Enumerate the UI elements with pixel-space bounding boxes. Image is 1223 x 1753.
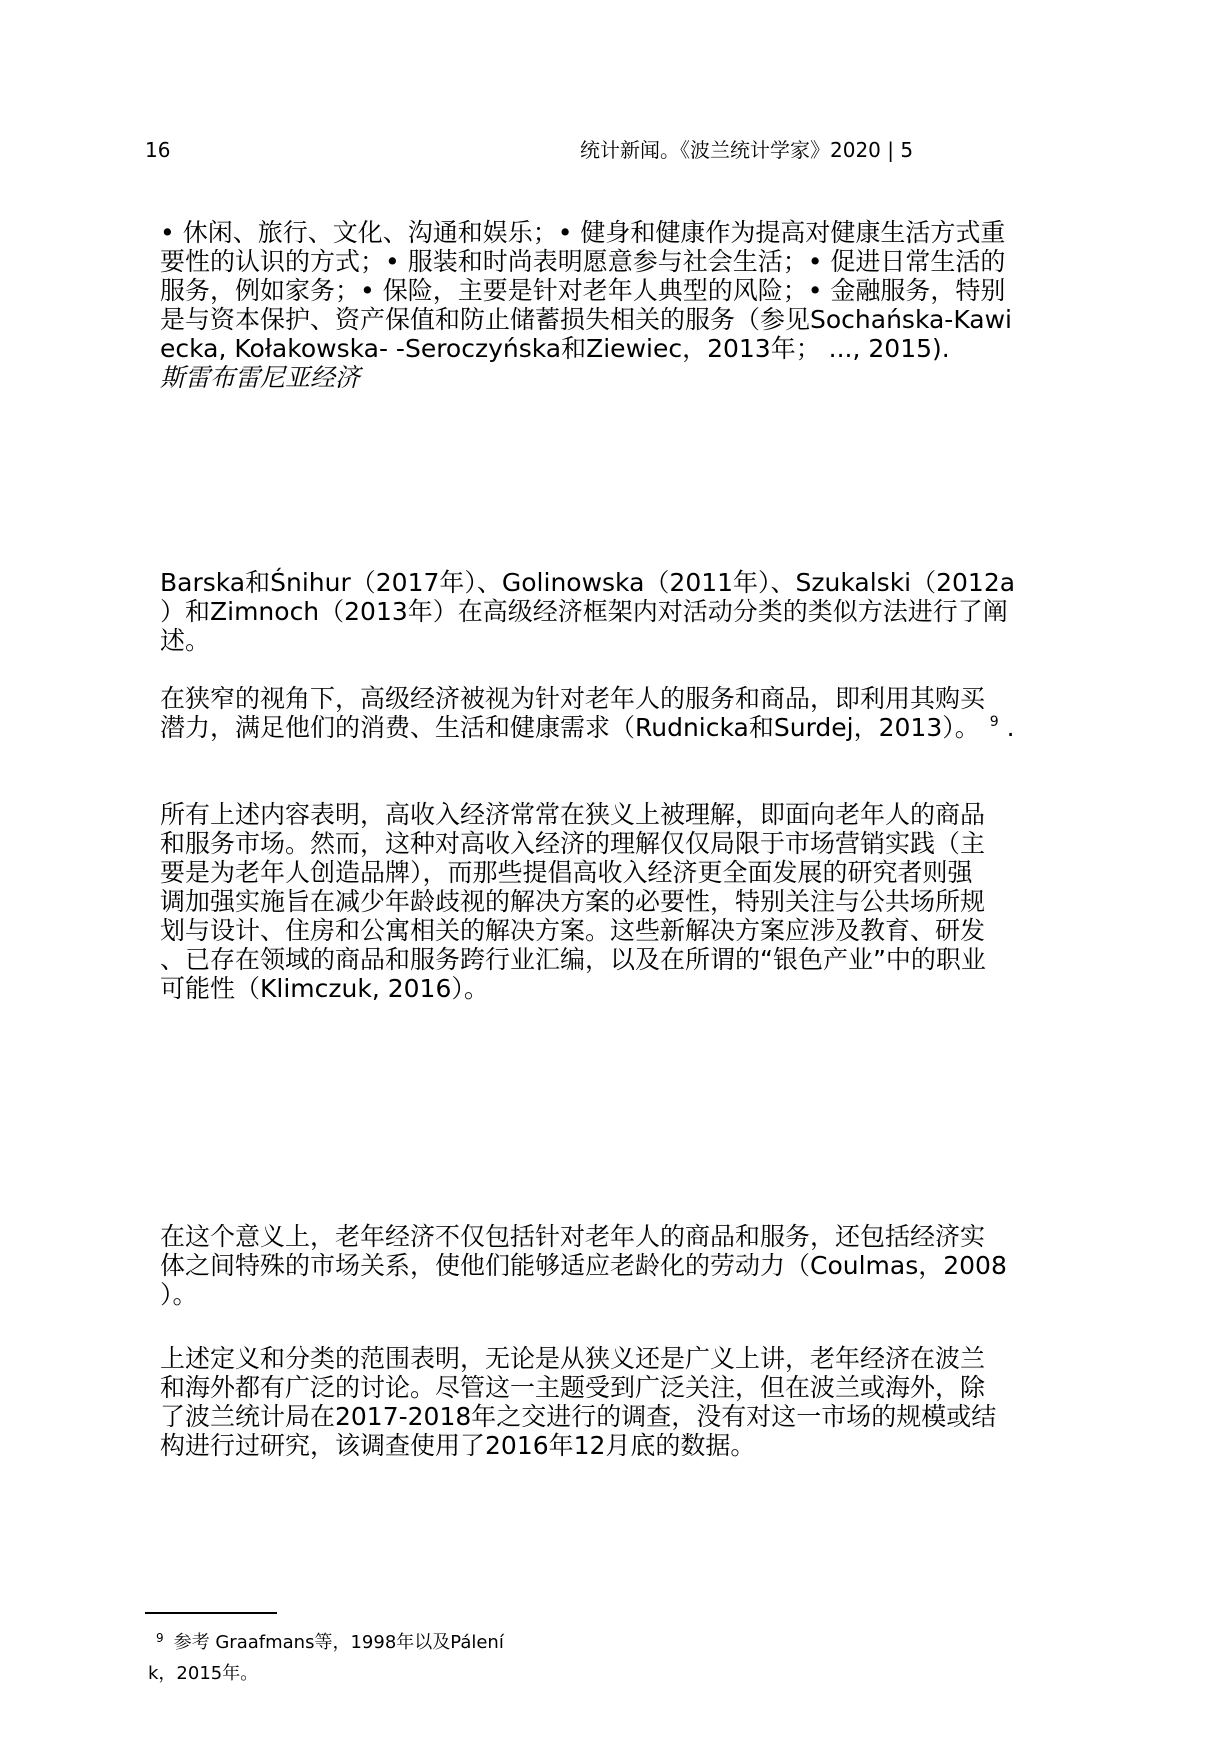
text-line: 和海外都有广泛的讨论。尽管这一主题受到广泛关注，但在波兰或海外，除 [160, 1373, 986, 1402]
section-heading: 斯雷布雷尼亚经济 [160, 363, 361, 392]
paragraph-consumer-needs [160, 218, 1080, 392]
text-line: 述。 [160, 626, 211, 655]
text-line: 划与设计、住房和公寓相关的解决方案。这些新解决方案应涉及教育、研发 [160, 916, 986, 945]
text-line: 服务，例如家务；• 保险，主要是针对老年人典型的风险；• 金融服务，特别 [160, 276, 1006, 305]
text-line: ecka, Kołakowska- -Seroczyńska和Ziewiec，2013年； ..., 2015). [160, 334, 950, 363]
paragraph-scope [160, 1344, 1080, 1460]
text-line: 要性的认识的方式；• 服装和时尚表明愿意参与社会生活；• 促进日常生活的 [160, 247, 1006, 276]
text-line: Barska和Śnihur（2017年）、Golinowska（2011年）、Szukalski（2012a [160, 568, 1016, 597]
footnote-text: 参考 Graafmans等，1998年以及Pálení [173, 1632, 504, 1653]
footnote-mark: 9 [156, 1631, 164, 1645]
page-number: 16 [145, 138, 171, 162]
text-line: • 休闲、旅行、文化、沟通和娱乐；• 健身和健康作为提高对健康生活方式重 [160, 218, 1006, 247]
text-line: 所有上述内容表明，高收入经济常常在狭义上被理解，即面向老年人的商品 [160, 800, 986, 829]
running-header: 统计新闻。《波兰统计学家》2020 | 5 [580, 138, 914, 162]
text-line: 在这个意义上，老年经济不仅包括针对老年人的商品和服务，还包括经济实 [160, 1222, 986, 1251]
text-line: 了波兰统计局在2017-2018年之交进行的调查，没有对这一市场的规模或结 [160, 1402, 997, 1431]
footnote-line: k，2015年。 [148, 1663, 259, 1684]
paragraph-narrow-view [160, 684, 1080, 747]
footnote-reference: 9 [989, 714, 999, 730]
text-line: ）。 [160, 1280, 198, 1309]
paragraph-market-relations [160, 1222, 1080, 1309]
paragraph-classification [160, 568, 1080, 655]
text-line [160, 713, 1080, 747]
text-line: 要是为老年人创造品牌），而那些提倡高收入经济更全面发展的研究者则强 [160, 858, 973, 887]
trailing-period: . [1006, 713, 1015, 742]
text-line: ）和Zimnoch（2013年）在高级经济框架内对活动分类的类似方法进行了阐 [160, 597, 1008, 626]
footnote-line [156, 1628, 504, 1659]
paragraph-market-understanding [160, 800, 1080, 1003]
text-line: 在狭窄的视角下，高级经济被视为针对老年人的服务和商品，即利用其购买 [160, 684, 986, 713]
text-line: 、已存在领域的商品和服务跨行业汇编，以及在所谓的“银色产业”中的职业 [160, 945, 986, 974]
text-line: 是与资本保护、资产保值和防止储蓄损失相关的服务（参见Sochańska-Kawi [160, 305, 1012, 334]
text-line: 调加强实施旨在减少年龄歧视的解决方案的必要性，特别关注与公共场所规 [160, 887, 986, 916]
text-line: 构进行过研究，该调查使用了2016年12月底的数据。 [160, 1431, 756, 1460]
footnote-rule [145, 1612, 277, 1614]
text-line: 体之间特殊的市场关系，使他们能够适应老龄化的劳动力（Coulmas，2008 [160, 1251, 1007, 1280]
footnote [148, 1628, 504, 1688]
text-line: 可能性（Klimczuk, 2016）。 [160, 974, 489, 1003]
text-line-content: 潜力，满足他们的消费、生活和健康需求（Rudnicka和Surdej，2013）。 [160, 713, 980, 742]
text-line: 和服务市场。然而，这种对高收入经济的理解仅仅局限于市场营销实践（主 [160, 829, 986, 858]
text-line: 上述定义和分类的范围表明，无论是从狭义还是广义上讲，老年经济在波兰 [160, 1344, 986, 1373]
